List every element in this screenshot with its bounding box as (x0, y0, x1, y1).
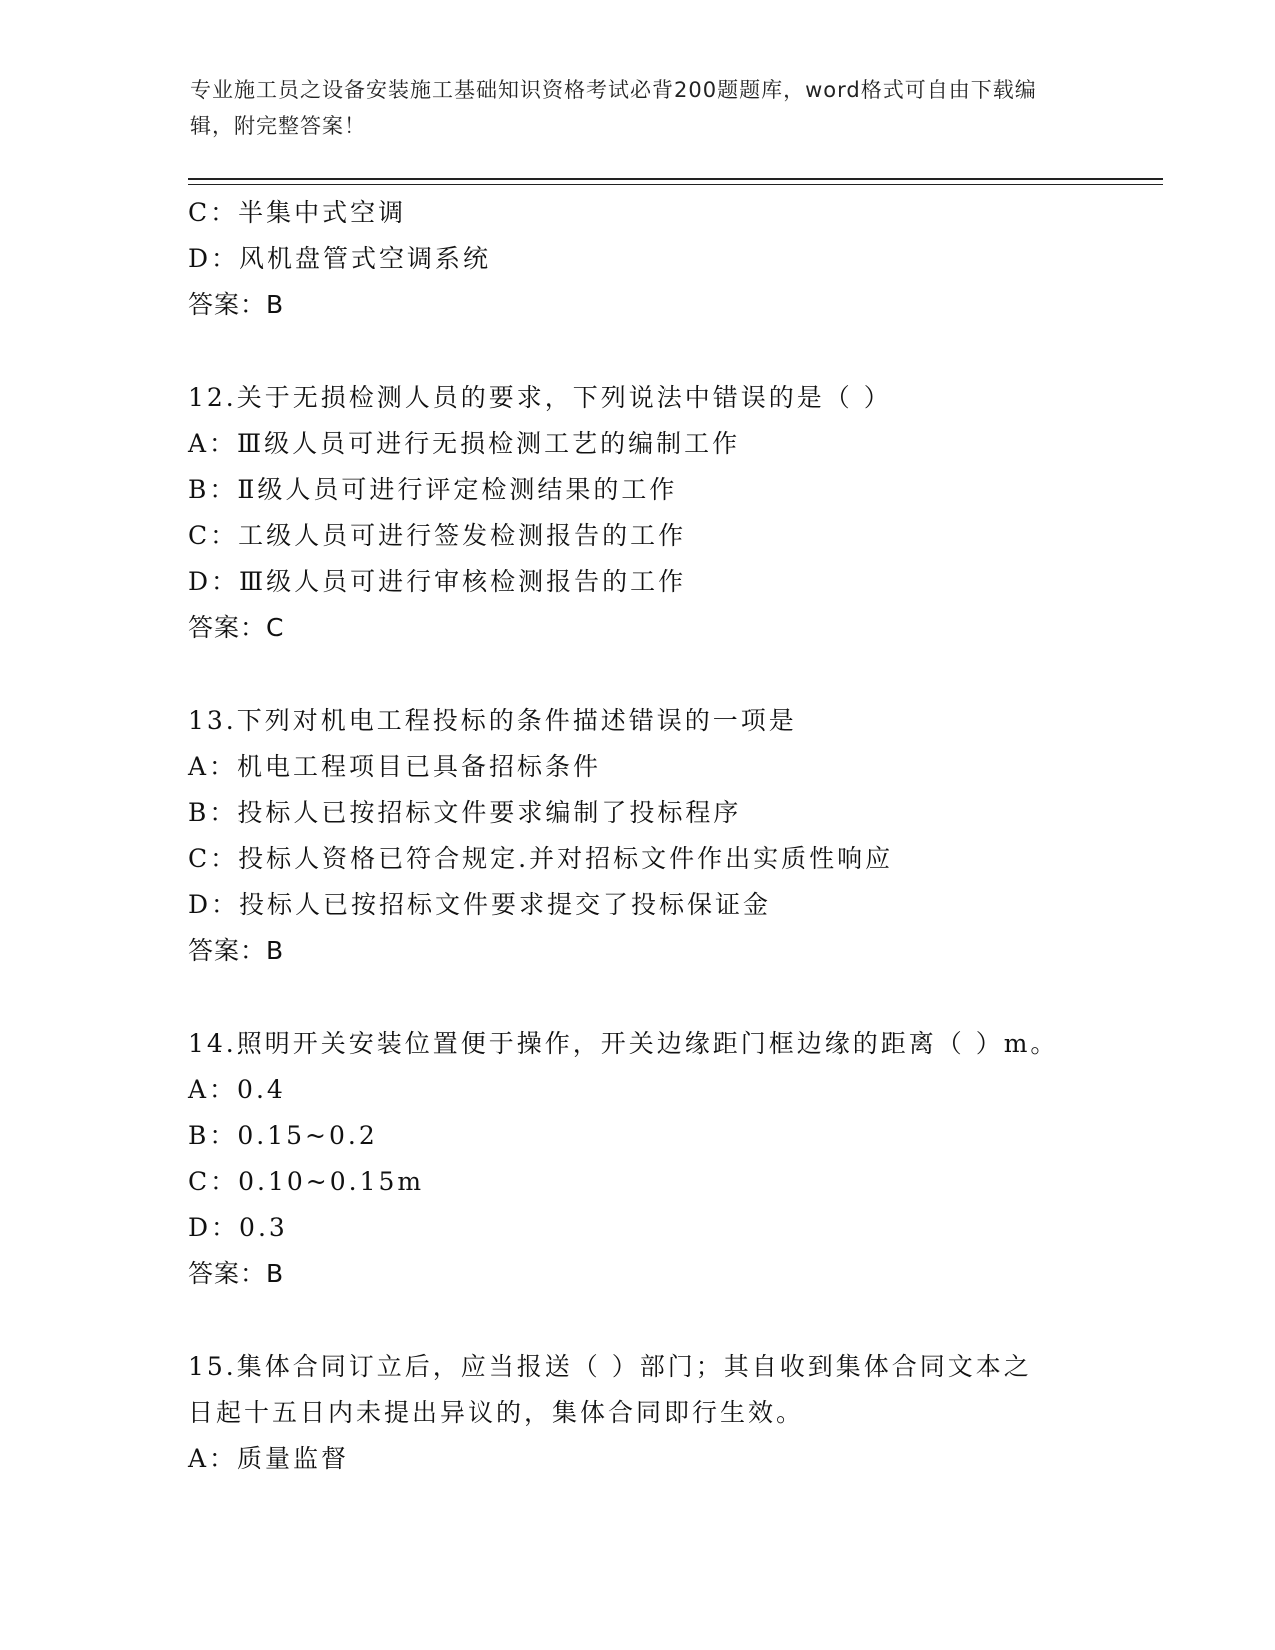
answer: 答案：B (188, 290, 285, 319)
option-c: C：投标人资格已符合规定.并对招标文件作出实质性响应 (188, 844, 894, 873)
option-a: A：机电工程项目已具备招标条件 (188, 752, 602, 781)
continued-question (188, 190, 1088, 328)
option-a: A：0.4 (188, 1075, 286, 1104)
question-list (188, 190, 1088, 1482)
option-d: D：Ⅲ级人员可进行审核检测报告的工作 (188, 567, 687, 596)
question-13 (188, 698, 1088, 974)
answer: 答案：B (188, 936, 285, 965)
header-rule-thick (188, 178, 1163, 180)
question-text: 13.下列对机电工程投标的条件描述错误的一项是 (188, 706, 797, 735)
option-b: B：投标人已按招标文件要求编制了投标程序 (188, 798, 742, 827)
option-c: C：工级人员可进行签发检测报告的工作 (188, 521, 687, 550)
option-d: D：0.3 (188, 1213, 288, 1242)
question-14 (188, 1021, 1088, 1297)
question-text-line-2: 日起十五日内未提出异议的，集体合同即行生效。 (188, 1398, 805, 1427)
option-b: B：Ⅱ级人员可进行评定检测结果的工作 (188, 475, 678, 504)
question-text: 14.照明开关安装位置便于操作，开关边缘距门框边缘的距离（ ）m。 (188, 1029, 1059, 1058)
option-a: A：Ⅲ级人员可进行无损检测工艺的编制工作 (188, 429, 741, 458)
option-a: A：质量监督 (188, 1444, 350, 1473)
question-text: 12.关于无损检测人员的要求，下列说法中错误的是（ ） (188, 383, 892, 412)
header-rule-thin (188, 184, 1163, 185)
option-c: C：0.10~0.15m (188, 1167, 425, 1196)
question-15 (188, 1344, 1088, 1482)
option-d: D：投标人已按招标文件要求提交了投标保证金 (188, 890, 772, 919)
answer: 答案：C (188, 613, 285, 642)
question-12 (188, 375, 1088, 651)
option-b: B：0.15~0.2 (188, 1121, 378, 1150)
question-text-line-1: 15.集体合同订立后，应当报送（ ）部门；其自收到集体合同文本之 (188, 1352, 1032, 1381)
option-d: D：风机盘管式空调系统 (188, 244, 492, 273)
answer: 答案：B (188, 1259, 285, 1288)
document-header: 专业施工员之设备安装施工基础知识资格考试必背200题题库，word格式可自由下载编辑，附完整答案！ (190, 78, 1037, 138)
option-c: C：半集中式空调 (188, 198, 407, 227)
